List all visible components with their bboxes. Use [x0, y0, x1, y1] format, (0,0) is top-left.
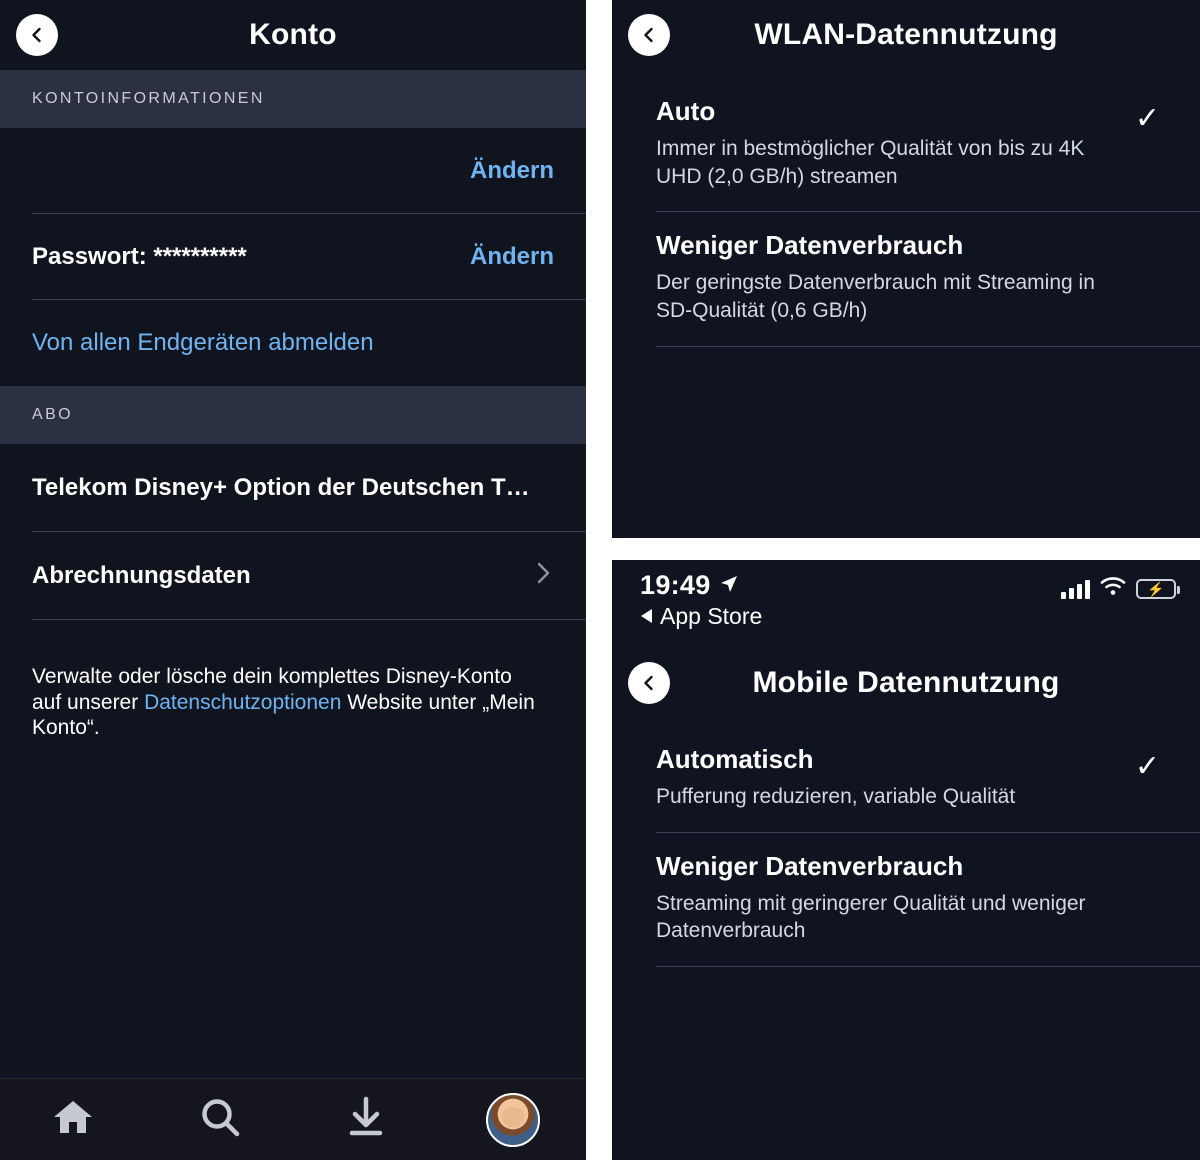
option-title: Weniger Datenverbrauch [656, 230, 964, 261]
ios-status-bar [612, 560, 1200, 648]
change-email-button[interactable]: Ändern [470, 157, 554, 184]
tab-search[interactable] [180, 1090, 260, 1150]
option-description: Immer in bestmöglicher Qualität von bis zu 4K UHD (2,0 GB/h) streamen [656, 137, 1085, 188]
wifi-icon [1100, 576, 1126, 601]
wifi-option-save-data[interactable] [612, 212, 1200, 346]
chevron-left-icon [28, 26, 46, 44]
profile-avatar[interactable] [486, 1093, 540, 1147]
account-settings-panel [0, 0, 586, 1160]
status-time: 19:49 [640, 570, 711, 600]
subscription-name: Telekom Disney+ Option der Deutschen T… [32, 474, 530, 501]
back-button[interactable] [628, 14, 670, 56]
tab-home[interactable] [33, 1090, 113, 1150]
chevron-right-icon [534, 558, 554, 594]
cellular-signal-icon [1061, 579, 1090, 599]
account-navbar [0, 0, 586, 70]
account-row-password[interactable] [0, 214, 586, 300]
tab-downloads[interactable] [326, 1090, 406, 1150]
battery-charging-icon: ⚡ [1136, 579, 1176, 599]
status-indicators [1061, 576, 1176, 601]
abo-row-billing[interactable] [0, 532, 586, 620]
account-row-logout-all[interactable] [0, 300, 586, 386]
option-divider [656, 966, 1200, 967]
return-to-app-store-button[interactable] [640, 603, 1172, 630]
billing-data-label: Abrechnungsdaten [32, 562, 251, 589]
checkmark-icon: ✓ [1134, 750, 1160, 783]
back-app-label: App Store [660, 603, 763, 629]
chevron-left-icon [640, 26, 658, 44]
chevron-left-icon [640, 674, 658, 692]
option-title: Weniger Datenverbrauch [656, 850, 964, 881]
mobile-option-automatic[interactable] [612, 726, 1200, 833]
account-row-email[interactable] [0, 128, 586, 214]
option-description: Streaming mit geringerer Qualität und weniger Datenverbrauch [656, 891, 1086, 943]
option-description: Pufferung reduzieren, variable Qualität [656, 785, 1016, 808]
wifi-navbar [612, 0, 1200, 70]
option-description: Der geringste Datenverbrauch mit Streaming in SD-Qualität (0,6 GB/h) [656, 271, 1095, 323]
logout-all-devices-link[interactable]: Von allen Endgeräten abmelden [32, 329, 374, 356]
section-header-abo: ABO [0, 386, 586, 444]
mobile-options-list [612, 718, 1200, 967]
option-divider [656, 346, 1200, 347]
wifi-option-auto[interactable] [612, 78, 1200, 212]
option-title: Auto [656, 96, 716, 126]
mobile-option-save-data[interactable] [612, 833, 1200, 967]
search-icon [199, 1096, 241, 1143]
download-icon [345, 1096, 387, 1143]
wifi-data-usage-panel [612, 0, 1200, 538]
checkmark-icon: ✓ [1134, 102, 1160, 135]
page-title: Konto [249, 18, 337, 51]
location-arrow-icon [719, 570, 739, 601]
wifi-options-list [612, 70, 1200, 347]
bottom-tabbar [0, 1078, 586, 1160]
triangle-left-icon [640, 603, 654, 630]
section-header-account-info: KONTOINFORMATIONEN [0, 70, 586, 128]
home-icon [51, 1097, 95, 1142]
page-title: Mobile Datennutzung [752, 666, 1060, 699]
footnote-text-part2: Website unter „Mein Konto“. [32, 690, 535, 740]
account-footnote [0, 620, 586, 741]
back-button[interactable] [16, 14, 58, 56]
mobile-navbar [612, 648, 1200, 718]
tab-profile[interactable] [473, 1090, 553, 1150]
page-title: WLAN-Datennutzung [754, 18, 1058, 51]
footnote-text-part1: Verwalte oder lösche dein komplettes Disney-Konto auf unserer [32, 665, 512, 714]
privacy-options-link[interactable]: Datenschutzoptionen [144, 690, 342, 714]
change-password-button[interactable]: Ändern [470, 243, 554, 270]
option-title: Automatisch [656, 744, 814, 774]
back-button[interactable] [628, 662, 670, 704]
row-divider [32, 619, 586, 620]
account-password-value: Passwort: ********** [32, 243, 247, 270]
mobile-data-usage-panel [612, 560, 1200, 1160]
abo-row-subscription[interactable] [0, 444, 586, 532]
